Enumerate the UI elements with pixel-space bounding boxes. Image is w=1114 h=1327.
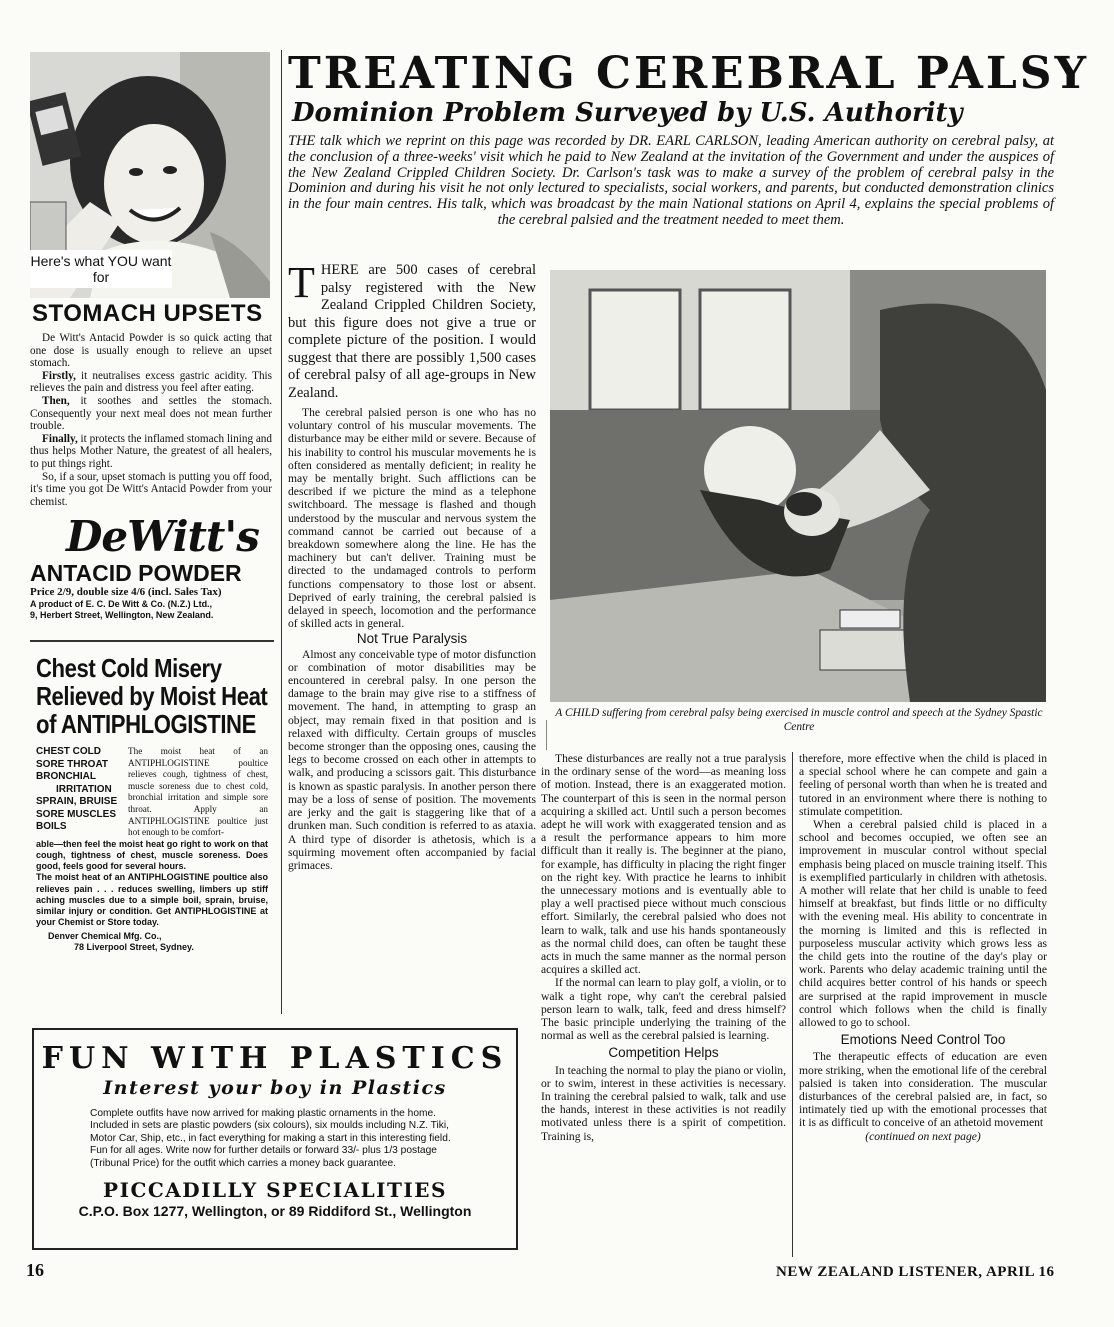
chest-headline-3: of ANTIPHLOGISTINE — [36, 709, 256, 739]
paragraph: If the normal can learn to play golf, a violin, or to walk a tight rope, why can't the cerebral palsied person learn to walk, talk, feed and dress himself? The basic principle underlying the training of the normal as well as the cerebral palsied is learning. — [541, 976, 786, 1043]
article-header — [288, 48, 1089, 229]
price-line: Price 2/9, double size 4/6 (incl. Sales Tax) — [30, 586, 222, 599]
subhead-emotions: Emotions Need Control Too — [840, 1032, 1006, 1048]
therapy-scene — [550, 270, 1046, 702]
page-number: 16 — [26, 1260, 44, 1280]
stomach-p5: So, if a sour, upset stomach is putting you off food, it's time you got De Witt's Antacid Powder from your chemist. — [30, 470, 272, 508]
condition-item: SPRAIN, BRUISE — [36, 796, 118, 807]
column-rule-2 — [546, 720, 547, 750]
paragraph: The therapeutic effects of education are even more striking, when the emotional life of the cerebral palsied is taken into consideration. The muscular disturbances of the cerebral palsied are, in fact, so intimately tied up with the emotional processes that it is as difficult to conceive of an athetoid movement — [799, 1050, 1047, 1130]
publication-footer: NEW ZEALAND LISTENER, APRIL 16 — [776, 1264, 1055, 1280]
paragraph: The cerebral palsied person is one who has no voluntary control of his muscular movements. The disturbance may be either mild or severe. Because of his inability to control his muscular movements he is often considered as mentally deficient; in reality he may be mentally bright. Such afflictions can be described if we picture the mind as a telephone switchboard. The message is flashed and though understood by the muscular and nervous system the command cannot be carried out because of a breakdown somewhere along the line. He has the machinery but can't deliver. Training must be directed to the undamaged controls to perform functions compensatory to those lost or absent. Deprived of early training, the cerebral palsied is delayed in speech, locomotion and the performance of skilled acts in general. — [288, 406, 536, 631]
column-rule-3 — [792, 752, 793, 1257]
column-rule — [281, 50, 282, 1014]
article-column-3 — [799, 752, 1047, 1143]
chest-side-text: The moist heat of an ANTIPHLOGISTINE poultice relieves cough, tightness of chest, muscle soreness due to chest cold, bronchial irritation and simple sore throat. Apply an ANTIPHLOGISTINE poultice just hot enough to be comfort- — [128, 746, 268, 838]
paragraph: therefore, more effective when the child is placed in a special school where he can compete and gain a feeling of personal worth than when he is treated and tutored in an environment where there is nothing to stimulate competition. — [799, 752, 1047, 818]
plastics-subhead: Interest your boy in Plastics — [103, 1077, 447, 1099]
condition-item: CHEST COLD — [36, 746, 101, 757]
plastics-address: C.P.O. Box 1277, Wellington, or 89 Riddiford St., Wellington — [78, 1203, 472, 1220]
plastics-ad — [32, 1028, 518, 1250]
chest-maker-1: Denver Chemical Mfg. Co., — [48, 931, 162, 942]
chest-body-text: able—then feel the moist heat go right to work on that cough, tightness of chest, muscle soreness. Does good, feels good for several hours. — [36, 838, 268, 872]
chest-maker-2: 78 Liverpool Street, Sydney. — [74, 942, 194, 953]
lead-paragraph: THERE are 500 cases of cerebral palsy registered with the New Zealand Crippled Children Society, but this figure does not give a true or complete picture of the position. I would suggest that there are possibly 1,500 cases of cerebral palsy of all age-groups in New Zealand. — [288, 258, 536, 401]
condition-item: SORE THROAT — [36, 758, 109, 770]
article-intro: THE talk which we reprint on this page was recorded by DR. EARL CARLSON, leading American authority on cerebral palsy, at the conclusion of a three-weeks' visit which he paid to New Zealand at the invitation of the Government and under the auspices of the New Zealand Crippled Children Society. Dr. Carlson's task was to make a survey of the problem of cerebral palsy in the Dominion and during his visit he not only lectured to specialists, social workers, and parents, but conducted demonstration clinics in the four main centres. His talk, which was broadcast by the main National stations on April 4, explains the special problems of the cerebral palsied and the treatment needed to meet them. — [288, 133, 1054, 228]
chest-conditions-block — [36, 746, 268, 839]
condition-item: BRONCHIAL — [36, 771, 96, 782]
continued-note: (continued on next page) — [865, 1129, 981, 1143]
dewitts-logo: DeWitt's — [66, 512, 259, 562]
subhead-competition-helps: Competition Helps — [608, 1045, 719, 1061]
product-name: ANTACID POWDER — [30, 560, 242, 587]
paragraph: In teaching the normal to play the piano or violin, or to swim, interest in these activities is necessary. In training the cerebral palsied to walk, talk and use the hands, interest in these activities is not readily motivated unless there is a spirit of competition. Training is, — [541, 1063, 786, 1143]
condition-item: BOILS — [36, 821, 67, 832]
paragraph: When a cerebral palsied child is placed in a school and becomes occupied, we often see an improvement in muscular control without special emphasis being placed on muscle training itself. This is exemplified particularly in children with athetosis. A mother will relate that her child is unable to feed himself at breakfast, but finds little or no difficulty with the evening meal. His ability to concentrate in the morning is limited and this is reflected in purposeless muscular activity which grows less as the child gets into the routine of the day's play or work. Parents who delay academic training until the child acquires better control of his hands or speech are surprised at the rapid improvement in muscle control which follows when the child is finally allowed to go to school. — [799, 818, 1047, 1030]
article-title: TREATING CEREBRAL PALSY — [288, 48, 1089, 99]
condition-list — [36, 746, 128, 839]
stomach-p4: Finally, it protects the inflamed stomach lining and thus helps Mother Nature, the greatest of all healers, to put things right. — [30, 432, 272, 470]
subhead-not-true-paralysis: Not True Paralysis — [356, 631, 468, 647]
maker-line-2: 9, Herbert Street, Wellington, New Zealand. — [30, 609, 214, 620]
drop-cap: T — [288, 258, 315, 307]
plastics-headline: FUN WITH PLASTICS — [41, 1041, 509, 1076]
stomach-ad — [30, 52, 272, 620]
ad-divider — [30, 640, 274, 642]
chest-headline-2: Relieved by Moist Heat — [36, 681, 268, 711]
paragraph: Almost any conceivable type of motor disfunction or combination of motor disabilities may be encountered in cerebral palsy. In one person the damage to the brain may give rise to a stiffness of movement. The hand, in attempting to grasp an object, may remain fixed in that position and is relaxed with difficulty. Certain groups of muscles become stronger than the opposing ones, causing the legs to become crossed on each other in attempts to walk, and producing a scissors gait. This disturbance is known as spastic paralysis. In another person there may be a loss of sense of position. The movements are jerky and the gait is staggering like that of a drunken man. Such condition is referred to as ataxia. A third type of disorder is athetosis, which is a squirming movement often accompanied by facial grimaces. — [288, 647, 536, 872]
condition-item: SORE MUSCLES — [36, 808, 117, 820]
plastics-body: Complete outfits have now arrived for making plastic ornaments in the home. Included in sets are plastic powders (six colours), six moulds including N.Z. Tiki, Motor Car, Ship, etc., in fact everything for making a start in this interesting field. Fun for all ages. Write now for further details or forward 33/- plus 1/3 postage (Tribunal Price) for the outfit which carries a money back guarantee. — [90, 1108, 451, 1169]
article-subtitle: Dominion Problem Surveyed by U.S. Authority — [292, 98, 963, 128]
woman-photo — [30, 52, 270, 298]
chest-body-text-2: The moist heat of an ANTIPHLOGISTINE poultice also relieves pain . . . reduces swelling, limbers up stiff aching muscles due to a simple boil, sprain, bruise, similar injury or condition. Get ANTIPHLOGISTINE at your Chemist or Store today. — [36, 872, 268, 928]
photo-tagline: Here's what YOU want for — [30, 250, 172, 288]
stomach-body — [30, 332, 272, 508]
chest-headline-1: Chest Cold Misery — [36, 653, 222, 683]
article-column-2 — [541, 752, 786, 1143]
stomach-p1: De Witt's Antacid Powder is so quick acting that one dose is usually enough to relieve an upset stomach. — [30, 332, 272, 370]
stomach-p3: Then, it soothes and settles the stomach. Consequently your next meal does not mean further trouble. — [30, 394, 272, 433]
condition-item: IRRITATION — [56, 783, 112, 795]
plastics-company: PICCADILLY SPECIALITIES — [103, 1178, 447, 1203]
stomach-headline: STOMACH UPSETS — [32, 300, 263, 327]
photo-caption: A CHILD suffering from cerebral palsy being exercised in muscle control and speech at the Sydney Spastic Centre — [555, 707, 1043, 733]
child-photo — [550, 270, 1046, 702]
stomach-p2: Firstly, it neutralises excess gastric acidity. This relieves the pain and distress you feel after eating. — [30, 369, 272, 395]
chest-ad — [36, 654, 268, 953]
paragraph: These disturbances are really not a true paralysis in the ordinary sense of the word—as meaning loss of motion. Instead, there is an exaggerated motion. The counterpart of this is seen in the normal person acquiring a skilled act. Until such a person becomes adept he will work with exaggerated tension and as a result the performance appears to him more difficult than it really is. The beginner at the piano, for example, has difficulty in placing the right finger on the right key. With practice he learns to inhibit the unnecessary motions and is eventually able to play a well practised piece without much conscious effort. Similarly, the cerebral palsied who does not learn to walk, talk and use his hands spontaneously as the normal child does, can often be taught these acts in much the same manner as the normal person acquires a skilled act. — [541, 752, 786, 977]
article-column-1 — [288, 258, 536, 872]
maker-line-1: A product of E. C. De Witt & Co. (N.Z.) Ltd., — [30, 599, 213, 610]
